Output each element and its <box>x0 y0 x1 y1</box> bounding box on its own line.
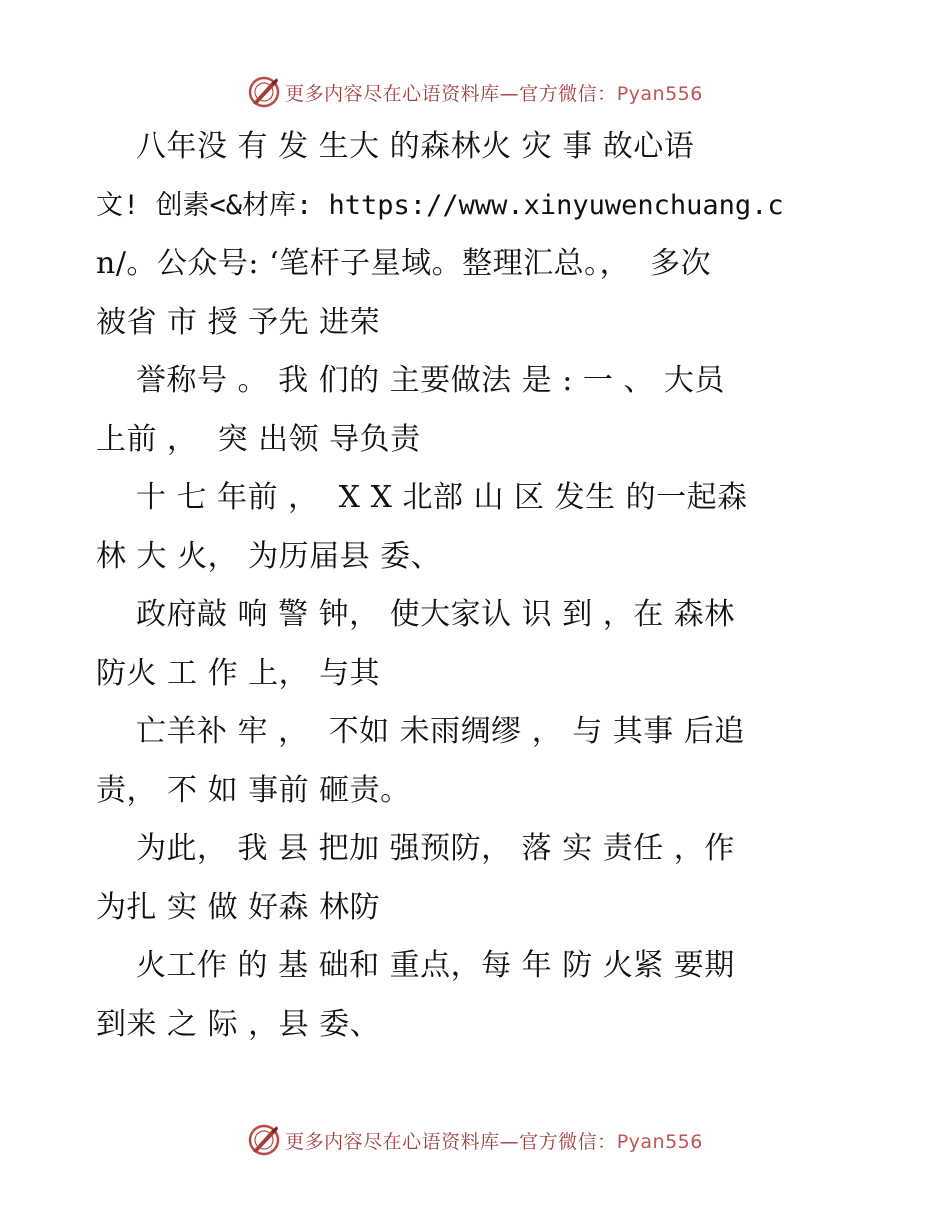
footer-handle: Pyan556 <box>616 1130 703 1153</box>
header-watermark-text <box>285 79 703 106</box>
body-line: 上前 ， 突 出领 导负责 <box>96 421 421 457</box>
footer-watermark-text <box>285 1127 703 1154</box>
body-line: 八年没 有 发 生大 的森林火 灾 事 故心语 <box>136 129 695 164</box>
body-line: n/。公众号: ‘笔杆子星域。整理汇总。， 多次 <box>96 246 712 281</box>
body-line: 到来 之 际 ，县 委、 <box>96 1006 381 1042</box>
header-site-name: 更多内容尽在心语资料库 <box>285 82 500 105</box>
body-line: 被省 市 授 予先 进荣 <box>96 304 381 340</box>
body-line: 文! 创素<&材库: https://www.xinyuwenchuang.c <box>96 189 784 221</box>
footer-contact-label: 官方微信： <box>519 1130 617 1153</box>
body-line: 责， 不 如 事前 砸责。 <box>96 772 411 808</box>
footer-watermark <box>0 1120 950 1160</box>
header-watermark <box>0 72 950 112</box>
document-body <box>96 118 856 1054</box>
quill-logo-icon <box>247 75 281 109</box>
quill-logo-icon <box>247 1123 281 1157</box>
footer-dash: — <box>499 1130 520 1153</box>
body-line: 政府敲 响 警 钟， 使大家认 识 到 ，在 森林 <box>136 597 735 632</box>
body-line: 十 七 年前 ， X X 北部 山 区 发生 的一起森 <box>136 480 748 515</box>
footer-site-name: 更多内容尽在心语资料库 <box>285 1130 500 1153</box>
body-line: 誉称号 。 我 们的 主要做法 是 : 一 、 大员 <box>136 363 725 398</box>
body-line: 火工作 的 基 础和 重点，每 年 防 火紧 要期 <box>136 948 735 983</box>
body-line: 亡羊补 牢 ， 不如 未雨绸缪 ， 与 其事 后追 <box>136 714 745 749</box>
body-line: 为扎 实 做 好森 林防 <box>96 889 381 925</box>
body-line: 林 大 火， 为历届县 委、 <box>96 538 442 574</box>
header-handle: Pyan556 <box>616 82 703 105</box>
header-contact-label: 官方微信： <box>519 82 617 105</box>
body-line: 防火 工 作 上， 与其 <box>96 655 381 691</box>
header-dash: — <box>499 82 520 105</box>
body-line: 为此， 我 县 把加 强预防， 落 实 责任 ，作 <box>136 831 735 866</box>
